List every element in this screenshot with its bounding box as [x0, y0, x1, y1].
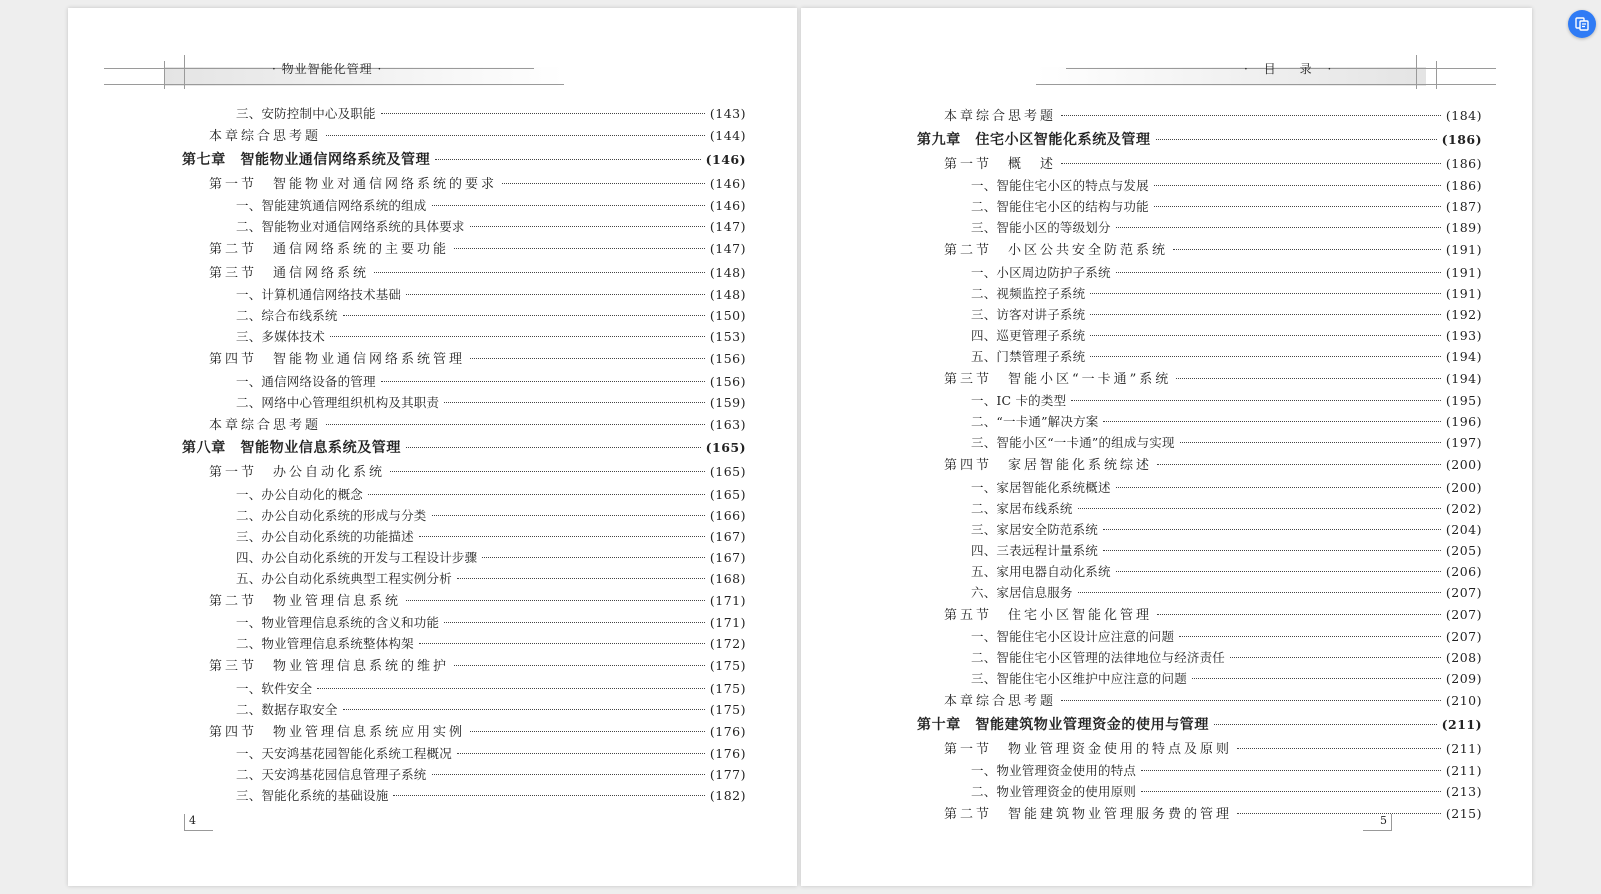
dot-leader	[1214, 724, 1437, 725]
toc-entry-label: 一、智能住宅小区的特点与发展	[971, 178, 1149, 193]
dot-leader	[1180, 442, 1441, 443]
toc-entry-page: (211)	[1441, 716, 1482, 732]
toc-entry-label: 五、家用电器自动化系统	[971, 563, 1111, 579]
table-of-contents	[182, 104, 746, 807]
dot-leader	[1156, 139, 1437, 140]
toc-entry-label: 一、天安鸿基花园智能化系统工程概况	[236, 746, 452, 761]
toc-entry-page: (182)	[709, 788, 746, 803]
toc-entry-item[interactable]	[182, 744, 746, 765]
translate-document-icon	[1574, 16, 1590, 32]
toc-entry-page: (204)	[1445, 521, 1482, 537]
dot-leader	[1230, 657, 1441, 658]
toc-entry-item[interactable]	[917, 391, 1482, 412]
toc-entry-label: 第三节 物业管理信息系统的维护	[209, 659, 450, 674]
toc-entry-label: 二、智能物业对通信网络系统的具体要求	[236, 219, 465, 234]
toc-entry-page: (165)	[709, 486, 746, 502]
toc-entry-page: (156)	[709, 351, 746, 366]
toc-entry-page: (159)	[709, 394, 746, 410]
dot-leader	[1061, 700, 1441, 701]
toc-entry-label: 第九章 住宅小区智能化系统及管理	[917, 131, 1151, 148]
toc-entry-section[interactable]	[182, 348, 746, 372]
toc-entry-item[interactable]	[182, 679, 746, 700]
toc-entry-page: (194)	[1445, 370, 1482, 386]
toc-entry-page: (186)	[1441, 131, 1482, 147]
toc-entry-item[interactable]	[917, 648, 1482, 669]
toc-entry-page: (193)	[1445, 327, 1482, 343]
toc-entry-page: (175)	[709, 680, 746, 696]
toc-entry-page: (191)	[1445, 242, 1482, 257]
dot-leader	[368, 494, 705, 495]
toc-entry-item[interactable]	[917, 412, 1482, 433]
toc-entry-page: (207)	[1445, 629, 1482, 644]
toc-entry-page: (143)	[709, 106, 746, 121]
dot-leader	[1103, 421, 1440, 422]
dot-leader	[482, 557, 705, 558]
toc-entry-section[interactable]	[182, 721, 746, 745]
toc-entry-item[interactable]	[917, 583, 1482, 604]
toc-entry-page: (176)	[709, 746, 746, 761]
toc-entry-label: 第二节 通信网络系统的主要功能	[209, 242, 450, 257]
toc-entry-page: (206)	[1445, 563, 1482, 579]
toc-entry-label: 二、家居布线系统	[971, 500, 1073, 516]
page-number: 5	[1363, 814, 1392, 831]
toc-entry-item[interactable]	[917, 433, 1482, 454]
toc-entry-label: 第四节 智能物业通信网络系统管理	[209, 352, 466, 367]
toc-entry-item[interactable]	[182, 196, 746, 217]
toc-entry-label: 第一节 办公自动化系统	[209, 465, 386, 480]
toc-entry-chapter[interactable]	[182, 149, 746, 173]
dot-leader	[432, 205, 705, 206]
dot-leader	[1237, 748, 1441, 749]
toc-entry-page: (166)	[709, 507, 746, 523]
dot-leader	[1173, 249, 1441, 250]
toc-entry-label: 二、天安鸿基花园信息管理子系统	[236, 767, 427, 782]
toc-entry-label: 三、智能化系统的基础设施	[236, 788, 389, 803]
dot-leader	[1078, 508, 1441, 509]
toc-entry-label: 二、物业管理信息系统整体构架	[236, 636, 414, 651]
toc-entry-section[interactable]	[182, 173, 746, 197]
dot-leader	[317, 688, 705, 689]
dot-leader	[1061, 163, 1441, 164]
header-rule-bottom	[104, 84, 564, 85]
toc-entry-label: 二、数据存取安全	[236, 701, 338, 717]
toc-entry-item[interactable]	[917, 627, 1482, 648]
toc-entry-page: (205)	[1445, 542, 1482, 558]
dot-leader	[1090, 293, 1441, 294]
toc-entry-review[interactable]	[182, 125, 746, 149]
toc-entry-page: (148)	[709, 264, 746, 280]
dot-leader	[1090, 335, 1441, 336]
toc-entry-page: (144)	[709, 128, 746, 143]
toc-entry-review[interactable]	[917, 105, 1482, 129]
toc-entry-page: (191)	[1445, 264, 1482, 280]
dot-leader	[1116, 487, 1441, 488]
dot-leader	[457, 578, 705, 579]
dot-leader	[502, 183, 705, 184]
dot-leader	[374, 272, 705, 273]
toc-entry-item[interactable]	[917, 782, 1482, 803]
toc-entry-item[interactable]	[182, 327, 746, 348]
toc-entry-page: (200)	[1445, 457, 1482, 472]
toc-entry-label: 一、计算机通信网络技术基础	[236, 287, 402, 302]
toc-entry-page: (207)	[1445, 606, 1482, 622]
dot-leader	[406, 447, 701, 448]
toc-entry-review[interactable]	[182, 414, 746, 438]
toc-entry-label: 三、安防控制中心及职能	[236, 106, 376, 121]
toc-entry-section[interactable]	[182, 262, 746, 286]
toc-entry-page: (210)	[1445, 693, 1482, 708]
toc-entry-section[interactable]	[917, 604, 1482, 628]
toc-entry-item[interactable]	[182, 786, 746, 807]
running-header	[104, 55, 564, 89]
dot-leader	[470, 731, 705, 732]
dot-leader	[1154, 206, 1441, 207]
toc-entry-page: (156)	[709, 373, 746, 389]
dot-leader	[1116, 571, 1441, 572]
toc-entry-label: 本章综合思考题	[209, 417, 322, 433]
toc-entry-label: 三、智能小区的等级划分	[971, 220, 1111, 235]
toc-entry-page: (192)	[1445, 306, 1482, 322]
toc-entry-item[interactable]	[182, 527, 746, 548]
toc-entry-label: 第二节 小区公共安全防范系统	[944, 243, 1169, 258]
toc-entry-item[interactable]	[917, 478, 1482, 499]
toc-entry-item[interactable]	[182, 485, 746, 506]
toc-entry-item[interactable]	[182, 569, 746, 590]
table-of-contents	[917, 105, 1482, 827]
dot-leader	[419, 643, 705, 644]
toc-entry-page: (195)	[1445, 393, 1482, 408]
toc-entry-label: 二、视频监控子系统	[971, 285, 1086, 301]
dot-leader	[1179, 636, 1441, 637]
toc-entry-page: (147)	[709, 219, 746, 234]
toc-entry-label: 二、综合布线系统	[236, 308, 338, 323]
toc-entry-label: 本章综合思考题	[944, 694, 1057, 709]
dot-leader	[1116, 272, 1441, 273]
dot-leader	[1157, 614, 1441, 615]
toc-entry-item[interactable]	[182, 104, 746, 125]
translate-button[interactable]	[1568, 10, 1596, 38]
toc-entry-item[interactable]	[182, 306, 746, 327]
dot-leader	[343, 315, 705, 316]
toc-entry-page: (187)	[1445, 199, 1482, 214]
toc-entry-label: 一、家居智能化系统概述	[971, 479, 1111, 495]
toc-entry-page: (211)	[1445, 740, 1482, 756]
toc-entry-item[interactable]	[182, 372, 746, 393]
dot-leader	[1103, 550, 1441, 551]
toc-entry-item[interactable]	[917, 284, 1482, 305]
toc-entry-label: 本章综合思考题	[209, 129, 322, 144]
toc-entry-label: 一、软件安全	[236, 680, 313, 696]
toc-entry-page: (171)	[709, 615, 746, 630]
toc-entry-page: (165)	[705, 440, 746, 455]
header-tick	[1416, 55, 1417, 89]
toc-entry-label: 第一节 物业管理资金使用的特点及原则	[944, 741, 1233, 757]
toc-entry-item[interactable]	[182, 393, 746, 414]
page-number: 4	[184, 814, 213, 831]
toc-entry-label: 二、“一卡通”解决方案	[971, 414, 1099, 429]
toc-entry-chapter[interactable]	[917, 714, 1482, 738]
toc-entry-label: 三、多媒体技术	[236, 329, 325, 344]
running-header-title: · 物业智能化管理 ·	[272, 62, 383, 76]
toc-entry-section[interactable]	[917, 803, 1482, 827]
toc-entry-page: (147)	[709, 241, 746, 256]
toc-entry-item[interactable]	[182, 285, 746, 306]
toc-entry-label: 三、访客对讲子系统	[971, 306, 1086, 322]
toc-entry-page: (153)	[709, 329, 746, 344]
dot-leader	[326, 135, 705, 136]
dot-leader	[454, 248, 705, 249]
toc-entry-section[interactable]	[182, 238, 746, 262]
toc-entry-item[interactable]	[917, 197, 1482, 218]
toc-entry-page: (209)	[1445, 671, 1482, 686]
toc-entry-page: (208)	[1445, 650, 1482, 665]
dot-leader	[454, 665, 705, 666]
toc-entry-item[interactable]	[917, 562, 1482, 583]
toc-entry-section[interactable]	[917, 239, 1482, 263]
toc-entry-label: 三、智能住宅小区维护中应注意的问题	[971, 671, 1187, 686]
dot-leader	[1090, 356, 1441, 357]
dot-leader	[381, 113, 705, 114]
toc-entry-label: 第一节 智能物业对通信网络系统的要求	[209, 176, 498, 192]
toc-entry-label: 本章综合思考题	[944, 109, 1057, 124]
dot-leader	[343, 709, 705, 710]
dot-leader	[444, 402, 705, 403]
toc-entry-page: (148)	[709, 287, 746, 302]
toc-entry-item[interactable]	[182, 217, 746, 238]
toc-entry-label: 第一节 概 述	[944, 156, 1057, 172]
toc-entry-label: 第十章 智能建筑物业管理资金的使用与管理	[917, 716, 1209, 733]
toc-entry-page: (171)	[709, 592, 746, 608]
toc-entry-section[interactable]	[917, 454, 1482, 478]
toc-entry-page: (146)	[709, 175, 746, 191]
toc-entry-label: 第二节 智能建筑物业管理服务费的管理	[944, 807, 1233, 822]
dot-leader	[1237, 813, 1441, 814]
toc-entry-item[interactable]	[917, 263, 1482, 284]
toc-entry-page: (168)	[709, 570, 746, 586]
dot-leader	[470, 358, 705, 359]
toc-entry-label: 二、办公自动化系统的形成与分类	[236, 507, 427, 523]
dot-leader	[1061, 115, 1441, 116]
dot-leader	[1154, 185, 1441, 186]
toc-entry-page: (211)	[1445, 763, 1482, 778]
toc-entry-page: (163)	[709, 416, 746, 432]
dot-leader	[1090, 314, 1441, 315]
header-tick	[164, 61, 165, 89]
toc-entry-item[interactable]	[917, 176, 1482, 197]
toc-entry-page: (167)	[709, 549, 746, 565]
toc-entry-page: (167)	[709, 528, 746, 544]
toc-entry-label: 二、物业管理资金的使用原则	[971, 784, 1137, 799]
toc-entry-page: (175)	[709, 701, 746, 717]
right-page	[801, 8, 1532, 886]
dot-leader	[406, 294, 705, 295]
toc-entry-label: 第七章 智能物业通信网络系统及管理	[182, 151, 431, 168]
toc-entry-section[interactable]	[917, 368, 1482, 392]
toc-entry-label: 第三节 智能小区“一卡通”系统	[944, 371, 1172, 387]
toc-entry-page: (175)	[709, 658, 746, 673]
dot-leader	[432, 515, 705, 516]
toc-entry-page: (177)	[709, 767, 746, 782]
dot-leader	[393, 795, 704, 796]
toc-entry-page: (213)	[1445, 784, 1482, 799]
toc-entry-page: (184)	[1445, 108, 1482, 123]
toc-entry-chapter[interactable]	[182, 437, 746, 461]
dot-leader	[330, 336, 705, 337]
toc-entry-item[interactable]	[917, 541, 1482, 562]
toc-entry-label: 四、办公自动化系统的开发与工程设计步骤	[236, 549, 478, 565]
toc-entry-item[interactable]	[917, 218, 1482, 239]
toc-entry-label: 四、巡更管理子系统	[971, 327, 1086, 343]
dot-leader	[1141, 770, 1441, 771]
dot-leader	[326, 424, 705, 425]
running-header	[1036, 55, 1496, 89]
toc-entry-label: 五、办公自动化系统典型工程实例分析	[236, 570, 452, 586]
toc-entry-label: 二、网络中心管理组织机构及其职责	[236, 394, 440, 410]
toc-entry-item[interactable]	[917, 305, 1482, 326]
dot-leader	[1071, 400, 1441, 401]
running-header-title: · 目 录 ·	[1244, 62, 1338, 76]
toc-entry-page: (189)	[1445, 220, 1482, 235]
toc-entry-item[interactable]	[182, 506, 746, 527]
toc-entry-label: 第二节 物业管理信息系统	[209, 593, 402, 609]
toc-entry-label: 一、小区周边防护子系统	[971, 264, 1111, 280]
toc-entry-item[interactable]	[917, 347, 1482, 368]
dot-leader	[1116, 227, 1441, 228]
toc-entry-label: 第四节 物业管理信息系统应用实例	[209, 724, 466, 740]
toc-entry-section[interactable]	[917, 738, 1482, 762]
toc-entry-item[interactable]	[917, 669, 1482, 690]
toc-entry-page: (207)	[1445, 584, 1482, 600]
toc-entry-label: 三、家居安全防范系统	[971, 521, 1099, 537]
dot-leader	[432, 774, 705, 775]
dot-leader	[457, 753, 705, 754]
toc-entry-review[interactable]	[917, 690, 1482, 714]
toc-entry-page: (186)	[1445, 155, 1482, 171]
dot-leader	[381, 381, 705, 382]
toc-entry-label: 六、家居信息服务	[971, 584, 1073, 600]
dot-leader	[1157, 464, 1441, 465]
toc-entry-item[interactable]	[917, 761, 1482, 782]
toc-entry-item[interactable]	[917, 499, 1482, 520]
dot-leader	[435, 159, 700, 160]
toc-entry-label: 二、智能住宅小区管理的法律地位与经济责任	[971, 650, 1226, 665]
toc-entry-page: (165)	[709, 464, 746, 479]
toc-entry-label: 一、物业管理资金使用的特点	[971, 763, 1137, 778]
dot-leader	[1078, 592, 1441, 593]
toc-entry-label: 第五节 住宅小区智能化管理	[944, 607, 1153, 623]
toc-entry-label: 第八章 智能物业信息系统及管理	[182, 440, 401, 456]
toc-entry-item[interactable]	[182, 548, 746, 569]
toc-entry-page: (176)	[709, 723, 746, 739]
toc-entry-page: (146)	[705, 151, 746, 167]
toc-entry-section[interactable]	[917, 153, 1482, 177]
toc-entry-label: 四、三表远程计量系统	[971, 542, 1099, 558]
toc-entry-label: 五、门禁管理子系统	[971, 348, 1086, 364]
toc-entry-label: 二、智能住宅小区的结构与功能	[971, 199, 1149, 214]
toc-entry-item[interactable]	[182, 765, 746, 786]
toc-entry-label: 三、办公自动化系统的功能描述	[236, 528, 414, 544]
left-page	[68, 8, 797, 886]
toc-entry-page: (150)	[709, 308, 746, 323]
dot-leader	[419, 536, 705, 537]
toc-entry-page: (200)	[1445, 479, 1482, 495]
toc-entry-item[interactable]	[917, 326, 1482, 347]
toc-entry-page: (196)	[1445, 414, 1482, 429]
toc-entry-label: 一、智能建筑通信网络系统的组成	[236, 198, 427, 213]
toc-entry-page: (215)	[1445, 806, 1482, 821]
toc-entry-label: 一、智能住宅小区设计应注意的问题	[971, 629, 1175, 644]
toc-entry-page: (172)	[709, 636, 746, 651]
toc-entry-label: 一、物业管理信息系统的含义和功能	[236, 615, 440, 630]
toc-entry-item[interactable]	[182, 634, 746, 655]
toc-entry-page: (191)	[1445, 285, 1482, 301]
dot-leader	[390, 471, 705, 472]
toc-entry-label: 第三节 通信网络系统	[209, 265, 370, 281]
toc-entry-section[interactable]	[182, 655, 746, 679]
toc-entry-item[interactable]	[182, 613, 746, 634]
dot-leader	[1176, 378, 1441, 379]
toc-entry-item[interactable]	[182, 700, 746, 721]
dot-leader	[470, 226, 705, 227]
toc-entry-page: (146)	[709, 198, 746, 213]
toc-entry-page: (194)	[1445, 348, 1482, 364]
toc-entry-page: (197)	[1445, 435, 1482, 450]
header-rule-bottom	[1036, 84, 1496, 85]
header-tick	[1436, 61, 1437, 89]
header-tick	[184, 55, 185, 89]
dot-leader	[406, 600, 705, 601]
toc-entry-label: 一、IC 卡的类型	[971, 393, 1067, 408]
toc-entry-section[interactable]	[182, 461, 746, 485]
toc-entry-label: 一、办公自动化的概念	[236, 486, 364, 502]
toc-entry-section[interactable]	[182, 590, 746, 614]
dot-leader	[444, 622, 705, 623]
dot-leader	[1103, 529, 1441, 530]
toc-entry-page: (186)	[1445, 178, 1482, 193]
toc-entry-label: 第四节 家居智能化系统综述	[944, 458, 1153, 473]
toc-entry-item[interactable]	[917, 520, 1482, 541]
toc-entry-chapter[interactable]	[917, 129, 1482, 153]
toc-entry-label: 三、智能小区“一卡通”的组成与实现	[971, 435, 1175, 450]
dot-leader	[1141, 791, 1441, 792]
toc-entry-page: (202)	[1445, 500, 1482, 516]
dot-leader	[1192, 678, 1441, 679]
toc-entry-label: 一、通信网络设备的管理	[236, 373, 376, 389]
